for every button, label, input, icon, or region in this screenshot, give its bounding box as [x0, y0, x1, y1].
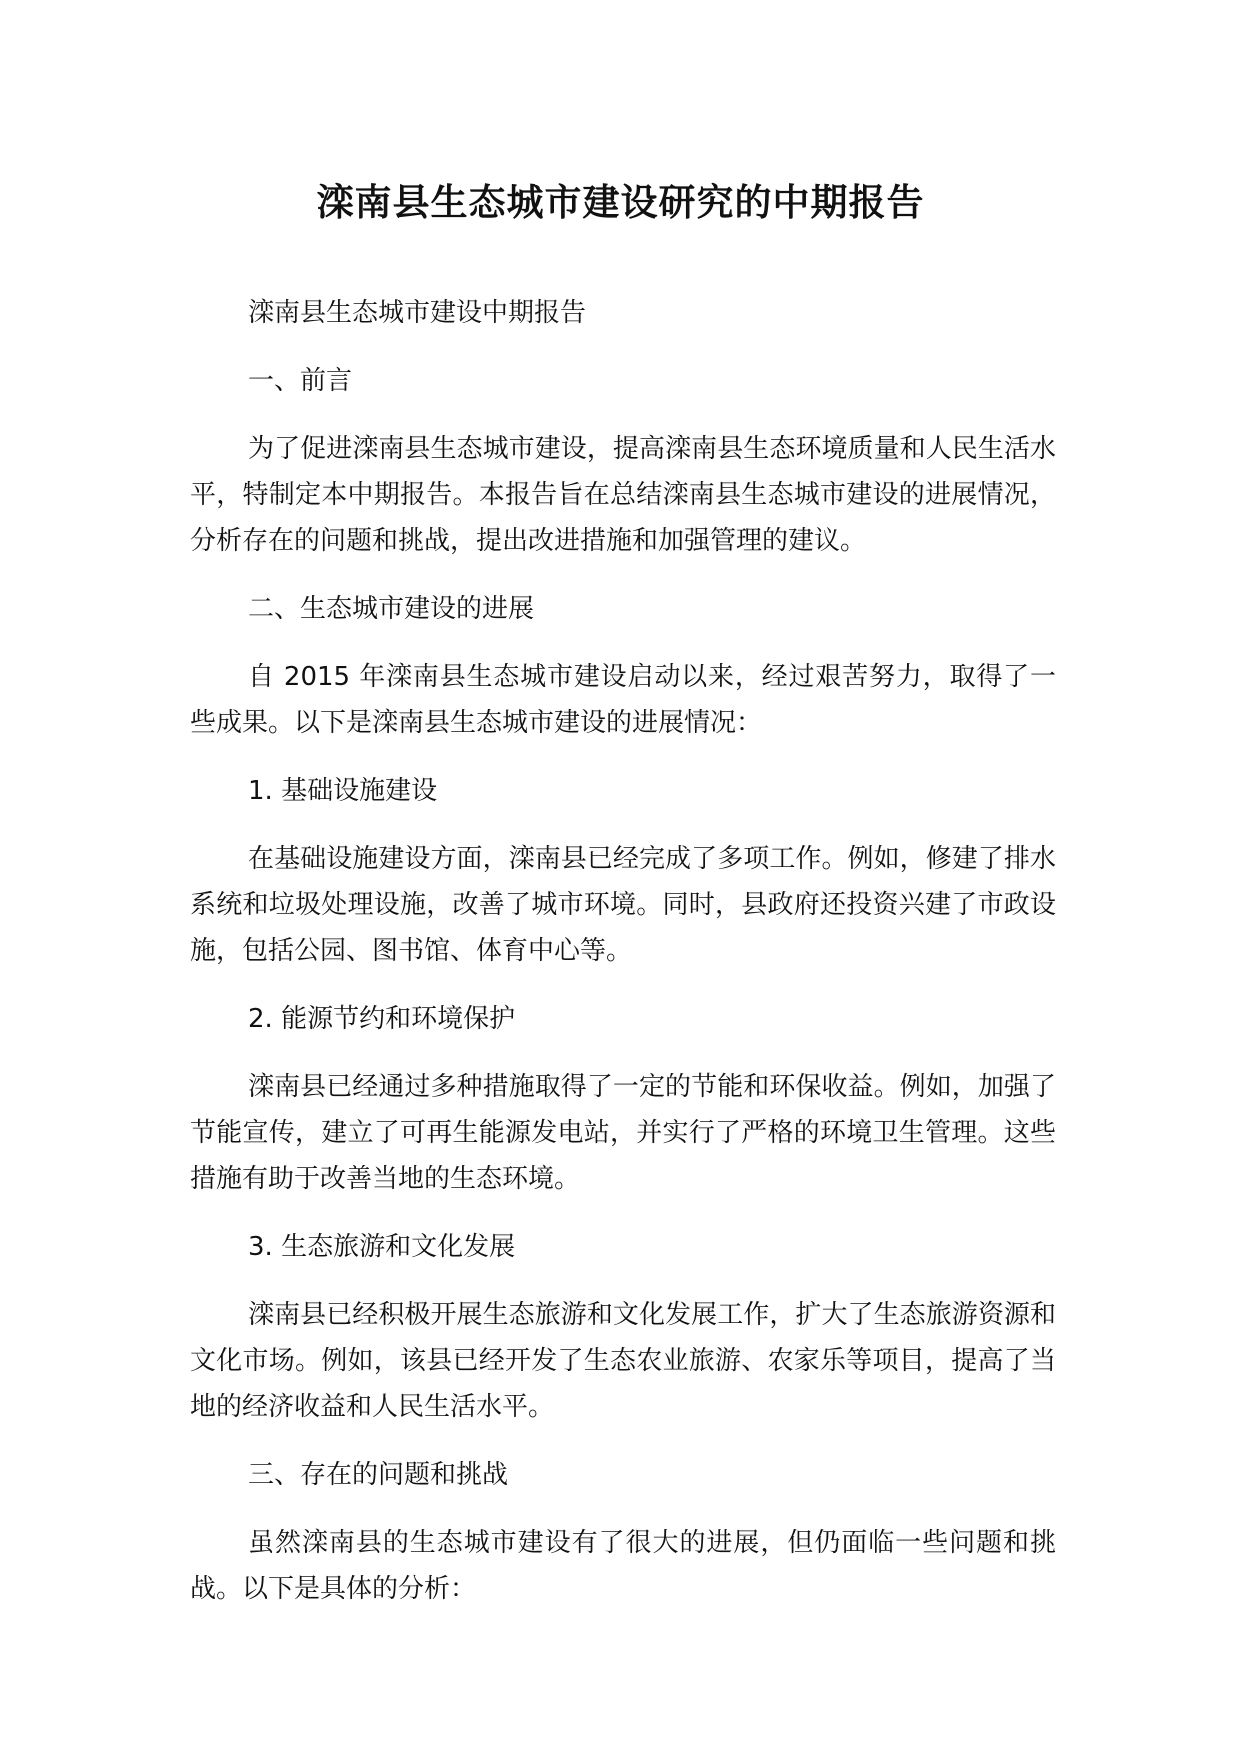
section-heading-problems: 三、存在的问题和挑战: [248, 1460, 509, 1490]
problems-paragraph: 虽然滦南县的生态城市建设有了很大的进展，但仍面临一些问题和挑战。以下是具体的分析：: [190, 1528, 1056, 1604]
subheading-tourism-culture: 3. 生态旅游和文化发展: [248, 1232, 516, 1262]
subheading-energy-environment: 2. 能源节约和环境保护: [248, 1004, 516, 1034]
document-title: 滦南县生态城市建设研究的中期报告: [316, 181, 925, 224]
tourism-culture-paragraph: 滦南县已经积极开展生态旅游和文化发展工作，扩大了生态旅游资源和文化市场。例如，该县已经开发了生态农业旅游、农家乐等项目，提高了当地的经济收益和人民生活水平。: [190, 1300, 1056, 1422]
report-subtitle: 滦南县生态城市建设中期报告: [248, 298, 587, 328]
progress-intro-paragraph: 自 2015 年滦南县生态城市建设启动以来，经过艰苦努力，取得了一些成果。以下是滦南县生态城市建设的进展情况：: [190, 662, 1056, 738]
preface-paragraph: 为了促进滦南县生态城市建设，提高滦南县生态环境质量和人民生活水平，特制定本中期报告。本报告旨在总结滦南县生态城市建设的进展情况，分析存在的问题和挑战，提出改进措施和加强管理的建议。: [190, 434, 1056, 556]
section-heading-progress: 二、生态城市建设的进展: [248, 594, 535, 624]
energy-environment-paragraph: 滦南县已经通过多种措施取得了一定的节能和环保收益。例如，加强了节能宣传，建立了可再生能源发电站，并实行了严格的环境卫生管理。这些措施有助于改善当地的生态环境。: [190, 1072, 1056, 1194]
subheading-infrastructure: 1. 基础设施建设: [248, 776, 438, 806]
document-body: [190, 290, 1056, 1634]
infrastructure-paragraph: 在基础设施建设方面，滦南县已经完成了多项工作。例如，修建了排水系统和垃圾处理设施，改善了城市环境。同时，县政府还投资兴建了市政设施，包括公园、图书馆、体育中心等。: [190, 844, 1056, 966]
section-heading-preface: 一、前言: [248, 366, 353, 396]
